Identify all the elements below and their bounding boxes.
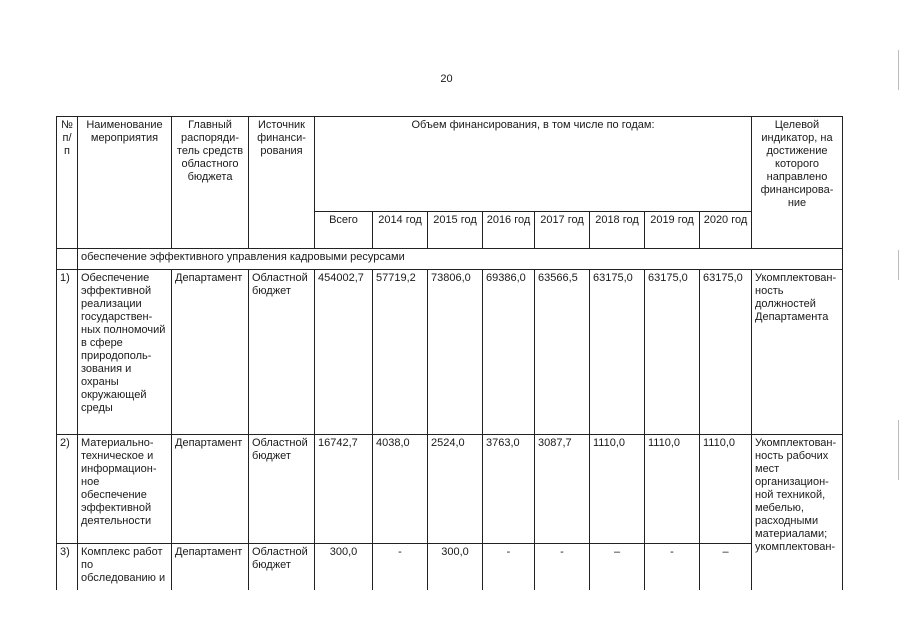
header-indicator: Целевой индикатор, на достижение которого направлено финансирова-ние	[752, 117, 843, 249]
row-total: 454002,7	[315, 270, 373, 435]
row-2018: –	[590, 544, 645, 591]
page-number: 20	[440, 73, 453, 85]
table-row	[57, 270, 843, 435]
row-num: 2)	[57, 435, 78, 544]
header-year-2015: 2015 год	[428, 212, 483, 249]
row-2015: 2524,0	[428, 435, 483, 544]
row-2020: 1110,0	[700, 435, 752, 544]
row-2020: –	[700, 544, 752, 591]
header-num: № п/п	[57, 117, 78, 249]
header-total: Всего	[315, 212, 373, 249]
row-2014: -	[373, 544, 428, 591]
row-indicator: Укомплектован-ность рабочих мест организацион-ной техникой, мебелью, расходными материалами; укомплектован-	[752, 435, 843, 591]
row-2017: 63566,5	[535, 270, 590, 435]
row-2017: -	[535, 544, 590, 591]
header-year-2014: 2014 год	[373, 212, 428, 249]
row-name: Обеспечение эффективной реализации государствен-ных полномочий в сфере природополь-зования и охраны окружающей среды	[78, 270, 172, 435]
scan-edge-mark	[898, 50, 899, 90]
row-total: 16742,7	[315, 435, 373, 544]
section-row	[57, 249, 843, 270]
section-num-cell	[57, 249, 78, 270]
row-source: Областной бюджет	[249, 544, 315, 591]
row-2014: 57719,2	[373, 270, 428, 435]
header-year-2019: 2019 год	[645, 212, 700, 249]
scan-edge-mark	[898, 250, 899, 280]
row-2018: 63175,0	[590, 270, 645, 435]
row-2019: 63175,0	[645, 270, 700, 435]
header-source: Источник финанси-рования	[249, 117, 315, 249]
header-year-2020: 2020 год	[700, 212, 752, 249]
row-2014: 4038,0	[373, 435, 428, 544]
scan-edge-mark	[898, 420, 899, 480]
table-row	[57, 544, 843, 591]
row-num: 3)	[57, 544, 78, 591]
row-name: Комплекс работ по обследованию и	[78, 544, 172, 591]
header-volume: Объем финансирования, в том числе по годам:	[315, 117, 752, 212]
row-manager: Департамент	[172, 435, 249, 544]
row-2016: 3763,0	[483, 435, 535, 544]
financing-table	[56, 116, 843, 590]
section-title: обеспечение эффективного управления кадровыми ресурсами	[78, 249, 843, 270]
row-manager: Департамент	[172, 544, 249, 591]
row-2016: 69386,0	[483, 270, 535, 435]
row-2019: -	[645, 544, 700, 591]
header-year-2018: 2018 год	[590, 212, 645, 249]
header-year-2016: 2016 год	[483, 212, 535, 249]
row-total: 300,0	[315, 544, 373, 591]
row-name: Материально-техническое и информацион-ное обеспечение эффективной деятельности	[78, 435, 172, 544]
row-2018: 1110,0	[590, 435, 645, 544]
row-num: 1)	[57, 270, 78, 435]
row-source: Областной бюджет	[249, 270, 315, 435]
row-indicator: Укомплектован-ность должностей Департамента	[752, 270, 843, 435]
header-name: Наименование мероприятия	[78, 117, 172, 249]
row-2016: -	[483, 544, 535, 591]
row-2017: 3087,7	[535, 435, 590, 544]
table-row	[57, 435, 843, 544]
row-2020: 63175,0	[700, 270, 752, 435]
header-row	[57, 117, 843, 212]
header-year-2017: 2017 год	[535, 212, 590, 249]
header-manager: Главный распоряди-тель средств областного бюджета	[172, 117, 249, 249]
row-2015: 300,0	[428, 544, 483, 591]
row-manager: Департамент	[172, 270, 249, 435]
row-2015: 73806,0	[428, 270, 483, 435]
row-2019: 1110,0	[645, 435, 700, 544]
row-source: Областной бюджет	[249, 435, 315, 544]
